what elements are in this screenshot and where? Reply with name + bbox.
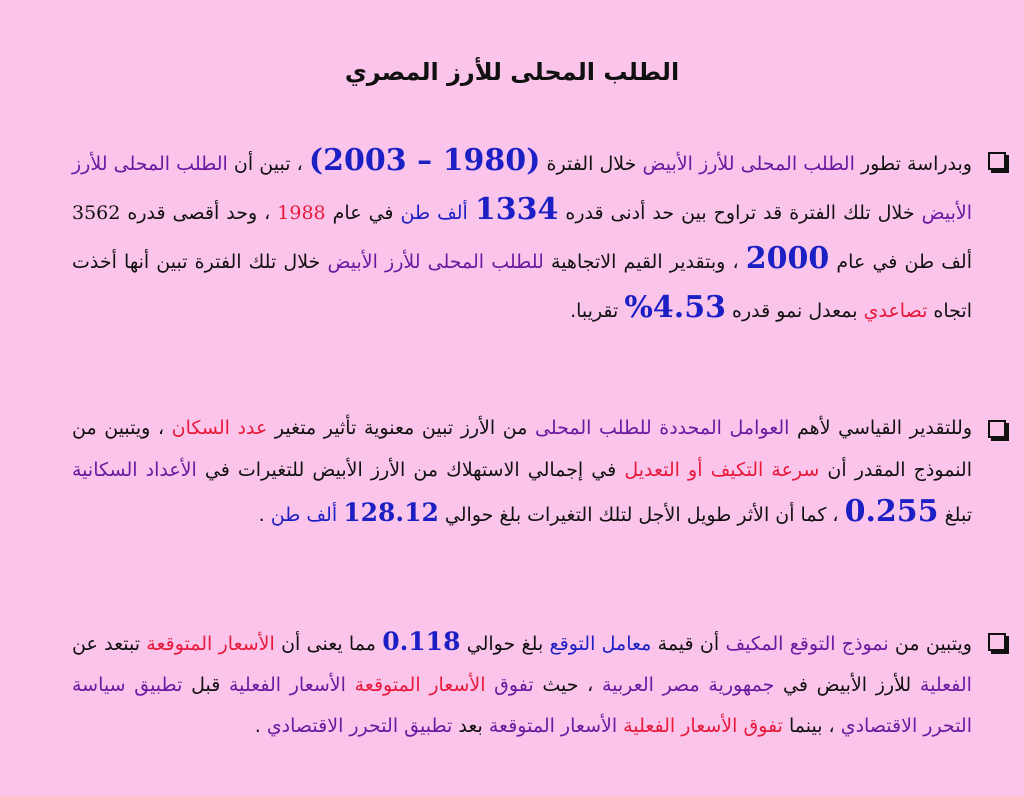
highlight-text: الأسعار الفعلية <box>229 674 346 696</box>
text <box>346 674 355 696</box>
highlight-text: الطلب المحلى للأرز الأبيض <box>72 153 972 224</box>
highlight-text: الأسعار المتوقعة <box>354 674 486 696</box>
text: قبل <box>182 674 229 696</box>
highlight-text: جمهورية مصر العربية <box>601 674 775 696</box>
text: وبدراسة تطور <box>854 153 972 175</box>
text: وللتقدير القياسي لأهم <box>789 417 973 439</box>
text: ألف طن في عام <box>829 251 972 273</box>
text: تقريبا. <box>570 300 625 322</box>
text: ويتبين من <box>888 633 972 655</box>
text: خلال تلك الفترة تبين أنها أخذت اتجاه <box>72 251 972 322</box>
text: خلال الفترة <box>540 153 643 175</box>
highlight-text: عدد السكان <box>171 417 268 439</box>
text: ، وبتقدير القيم الاتجاهية <box>543 251 746 273</box>
max-year: 2000 <box>745 241 830 276</box>
checkbox-bullet-icon <box>988 633 1006 651</box>
text: مما يعنى أن <box>274 633 383 655</box>
text: ، كما أن الأثر طويل الأجل لتلك التغيرات بلغ حوالي <box>438 504 845 526</box>
highlight-text: تفوق الأسعار الفعلية <box>623 715 783 737</box>
text: . <box>258 504 271 526</box>
highlight-text: العوامل المحددة للطلب المحلى <box>535 417 790 439</box>
text <box>485 674 494 696</box>
unit-text: ألف طن <box>270 504 338 526</box>
text: بمعدل نمو قدره <box>725 300 864 322</box>
highlight-text: سرعة التكيف أو التعديل <box>624 458 820 481</box>
text: تبلغ <box>938 504 972 526</box>
text: ، تبين أن <box>227 153 309 175</box>
checkbox-bullet-icon <box>988 152 1006 170</box>
text: تبتعد عن <box>72 633 147 655</box>
text: ، حيث <box>533 674 602 696</box>
text: خلال تلك الفترة قد تراوح بين حد أدنى قدره <box>558 202 922 224</box>
highlight-text: للطلب المحلى للأرز الأبيض <box>327 251 544 273</box>
text: . <box>254 715 267 737</box>
highlight-text: تطبيق التحرر الاقتصادي <box>266 715 453 737</box>
paragraph-econometric <box>72 408 972 537</box>
min-year: 1988 <box>277 202 326 224</box>
highlight-text: الفعلية <box>919 674 972 696</box>
page-title: الطلب المحلى للأرز المصري <box>344 58 680 86</box>
paragraph-demand-trend <box>72 138 972 334</box>
paragraph-expectations <box>72 621 972 747</box>
text: ، ويتبين من النموذج المقدر أن <box>72 417 972 481</box>
text: أن قيمة <box>651 633 726 655</box>
long-run-value: 128.12 <box>343 498 439 527</box>
highlight-text: تفوق <box>494 674 534 696</box>
text: ، بينما <box>782 715 841 737</box>
text: بلغ حوالي <box>460 633 550 655</box>
highlight-text: الأسعار المتوقعة <box>488 715 618 737</box>
text: ، وحد أقصى قدره <box>120 202 278 224</box>
expectation-coefficient: 0.118 <box>382 627 461 656</box>
period-value: (1980 – 2003) <box>308 143 541 178</box>
highlight-text: تطبيق سياسة التحرر الاقتصادي <box>72 674 972 737</box>
highlight-text: معامل التوقع <box>549 633 652 655</box>
highlight-text: الأعداد السكانية <box>72 458 197 481</box>
max-value: 3562 <box>72 202 121 224</box>
text: للأرز الأبيض في <box>774 674 920 696</box>
text <box>468 202 475 224</box>
checkbox-bullet-icon <box>988 420 1006 438</box>
highlight-text: تصاعدي <box>863 300 928 322</box>
growth-rate: 4.53% <box>624 290 726 325</box>
unit-text: ألف طن <box>400 202 468 224</box>
text: في إجمالي الاستهلاك من الأرز الأبيض للتغيرات في <box>196 458 625 481</box>
text: من الأرز تبين معنوية تأثير متغير <box>267 417 535 439</box>
highlight-text: الطلب المحلى للأرز الأبيض <box>642 153 855 175</box>
text: بعد <box>452 715 489 737</box>
adjustment-coefficient: 0.255 <box>844 494 939 529</box>
text: في عام <box>325 202 401 224</box>
highlight-text: الأسعار المتوقعة <box>146 633 275 655</box>
min-value: 1334 <box>474 192 559 227</box>
highlight-text: نموذج التوقع المكيف <box>725 633 889 655</box>
